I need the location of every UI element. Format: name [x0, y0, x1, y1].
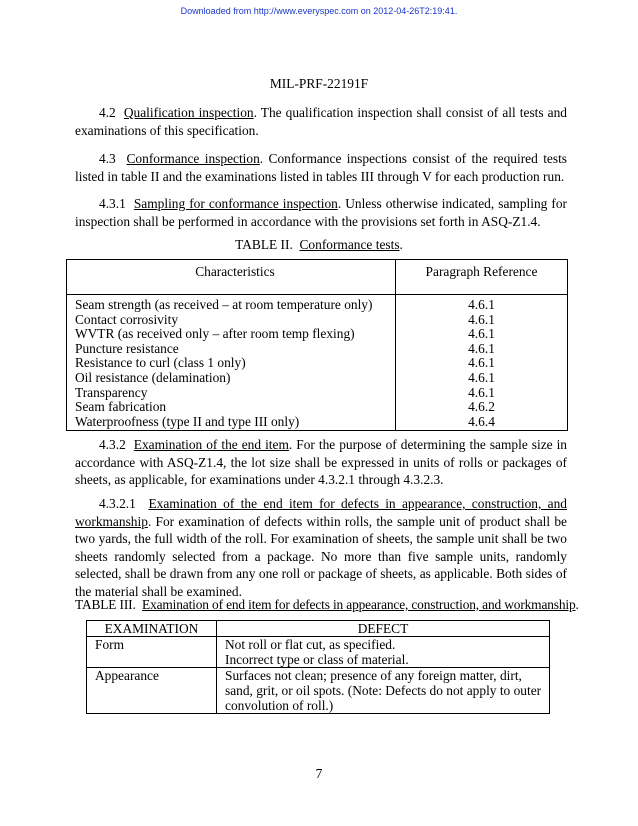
characteristic-cell: Seam fabrication [67, 400, 396, 415]
defect-line: Not roll or flat cut, as specified. [225, 637, 396, 652]
characteristic-cell: Resistance to curl (class 1 only) [67, 356, 396, 371]
defect-line: Incorrect type or class of material. [225, 652, 409, 667]
examination-cell: Appearance [87, 668, 217, 714]
paragraph-title: Conformance inspection [126, 151, 260, 166]
reference-cell: 4.6.1 [468, 326, 495, 342]
paragraph-text: . Unless otherwise indicated, sampling for inspection shall be performed in accordance with the provisions set forth in ASQ-Z1.4. [75, 196, 568, 229]
table-row [67, 371, 568, 386]
reference-cell: 4.6.1 [468, 311, 495, 327]
page-number: 7 [315, 766, 323, 781]
table-row [67, 342, 568, 357]
paragraph-4-3-2-1 [75, 495, 567, 601]
paragraph-4-3-2 [75, 436, 567, 489]
paragraph-text: . Conformance inspections consist of the required tests listed in table II and the examinations listed in tables III through V for each production run. [75, 151, 567, 184]
paragraph-number: 4.3.2.1 [99, 496, 136, 511]
document-header: MIL-PRF-22191F [269, 76, 369, 91]
paragraph-title: Qualification inspection [123, 105, 254, 120]
table-row [67, 400, 568, 415]
defect-line: Surfaces not clean; presence of any foreign matter, dirt, sand, grit, or oil spots. (Note: Defects do not apply to outer convolution of roll.) [225, 668, 542, 713]
characteristic-cell: Waterproofness (type II and type III only) [67, 415, 396, 431]
paragraph-4-2 [75, 104, 567, 139]
paragraph-title: Sampling for conformance inspection [133, 196, 338, 211]
caption-title: Conformance tests [299, 237, 400, 252]
table-row [67, 386, 568, 401]
paragraph-title: Examination of the end item for defects in appearance, construction, and workmanship [75, 496, 567, 529]
column-header-defect: DEFECT [217, 621, 550, 637]
characteristic-cell: Oil resistance (delamination) [67, 371, 396, 386]
column-header-characteristics: Characteristics [67, 260, 396, 295]
caption-prefix: TABLE III. [75, 597, 136, 612]
reference-cell: 4.6.1 [468, 384, 495, 400]
table-header-row [67, 260, 568, 295]
paragraph-4-3 [75, 150, 567, 185]
caption-prefix: TABLE II. [235, 237, 293, 252]
caption-suffix: . [575, 597, 579, 612]
caption-suffix: . [399, 237, 403, 252]
characteristic-cell: Contact corrosivity [67, 313, 396, 328]
table-row [67, 313, 568, 328]
table-row [67, 356, 568, 371]
reference-cell: 4.6.1 [468, 340, 495, 356]
table-row [67, 327, 568, 342]
conformance-tests-table [66, 259, 568, 431]
table-row [67, 415, 568, 431]
defect-cell [217, 637, 550, 668]
caption-title: Examination of end item for defects in appearance, construction, and workmanship [142, 597, 576, 612]
download-banner[interactable]: Downloaded from http://www.everyspec.com on 2012-04-26T2:19:41. [180, 6, 458, 16]
characteristic-cell: Seam strength (as received – at room temperature only) [67, 295, 396, 313]
table-2-caption [0, 236, 638, 254]
paragraph-title: Examination of the end item [133, 437, 289, 452]
paragraph-text: . For the purpose of determining the sample size in accordance with ASQ-Z1.4, the lot size shall be expressed in units of rolls or packages of sheets, as applicable, for examinations under 4.3.2.1 through 4.3.2.3. [75, 437, 568, 488]
paragraph-text: . For examination of defects within rolls, the sample unit of product shall be two yards, the full width of the roll. For examination of sheets, the sample unit shall be two sheets randomly selected from a package. No more than five sample units, randomly selected, shall be drawn from any one roll or package of sheets, as applicable. Both sides of the material shall be examined. [75, 513, 567, 599]
examination-cell: Form [87, 637, 217, 668]
paragraph-number: 4.2 [99, 105, 116, 120]
defect-cell [217, 668, 550, 714]
paragraph-4-3-1 [75, 195, 567, 230]
paragraph-number: 4.3.2 [99, 437, 126, 452]
end-item-defects-table [86, 620, 550, 714]
paragraph-number: 4.3.1 [99, 196, 126, 211]
table-row [87, 637, 550, 668]
reference-cell: 4.6.4 [468, 413, 495, 429]
table-3-caption [75, 596, 579, 614]
reference-cell: 4.6.1 [468, 297, 495, 312]
column-header-examination: EXAMINATION [87, 621, 217, 637]
reference-cell: 4.6.1 [468, 355, 495, 371]
reference-cell: 4.6.1 [468, 369, 495, 385]
column-header-paragraph-reference: Paragraph Reference [396, 260, 568, 295]
table-row [67, 295, 568, 313]
reference-cell: 4.6.2 [468, 399, 495, 415]
characteristic-cell: WVTR (as received only – after room temp flexing) [67, 327, 396, 342]
characteristic-cell: Transparency [67, 386, 396, 401]
table-row [87, 668, 550, 714]
paragraph-text: . The qualification inspection shall consist of all tests and examinations of this specification. [75, 105, 567, 138]
table-header-row [87, 621, 550, 637]
characteristic-cell: Puncture resistance [67, 342, 396, 357]
paragraph-number: 4.3 [99, 151, 116, 166]
